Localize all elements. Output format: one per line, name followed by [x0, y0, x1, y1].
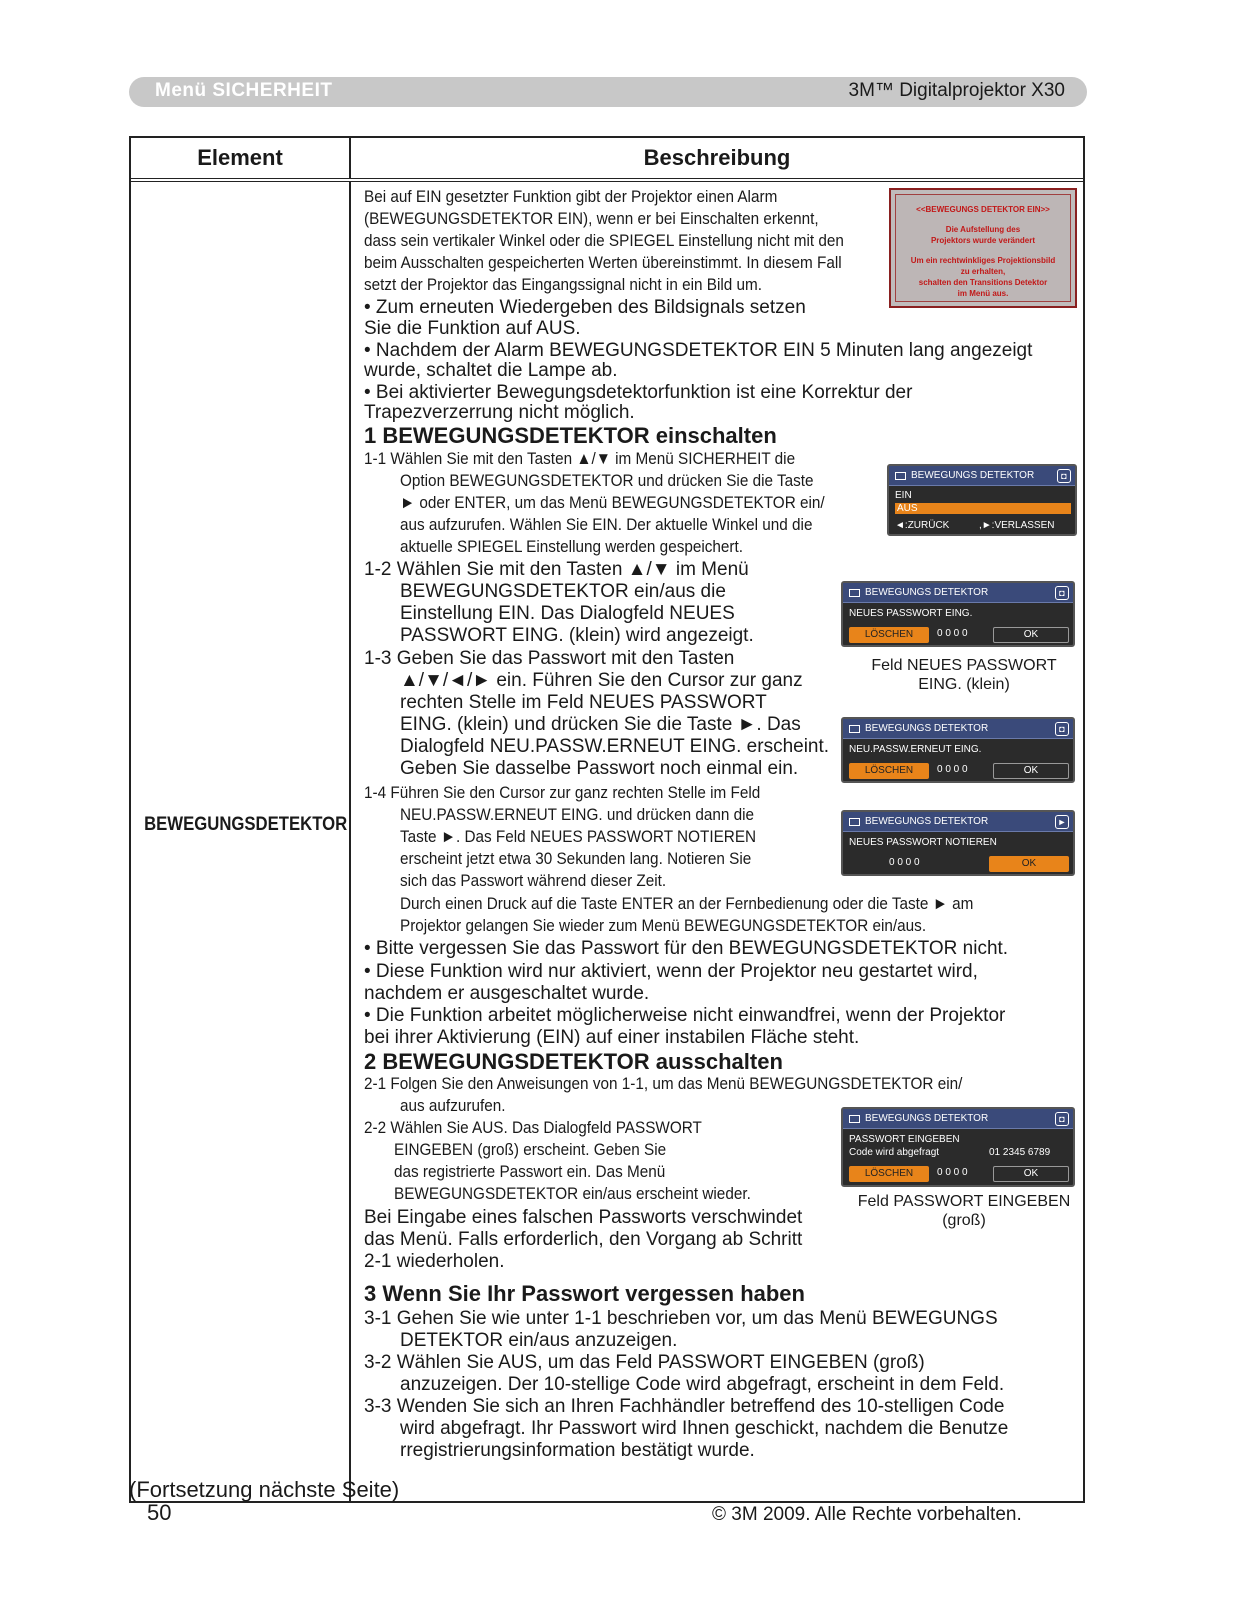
- step-line: DETEKTOR ein/aus anzuzeigen.: [400, 1330, 678, 1351]
- ok-button: OK: [993, 1166, 1069, 1182]
- close-icon: ◘: [1055, 586, 1069, 600]
- caption-line: Feld PASSWORT EINGEBEN: [857, 1193, 1071, 1210]
- bullet-line: • Zum erneuten Wiedergeben des Bildsignals setzen: [364, 297, 806, 318]
- bullet-line: • Bei aktivierter Bewegungsdetektorfunktion ist eine Korrektur der: [364, 382, 913, 403]
- intro-line: Bei auf EIN gesetzter Funktion gibt der Projektor einen Alarm: [364, 187, 778, 206]
- section-title: Menü SICHERHEIT: [155, 80, 333, 101]
- section-heading: 3 Wenn Sie Ihr Passwort vergessen haben: [364, 1281, 805, 1306]
- step-line: 1-1 Wählen Sie mit den Tasten ▲/▼ im Menü SICHERHEIT die: [364, 449, 796, 468]
- menu-icon: [895, 472, 906, 480]
- exit-text: VERLASSEN: [994, 520, 1055, 531]
- step-line: Dialogfeld NEU.PASSW.ERNEUT EING. erscheint.: [400, 736, 830, 757]
- alarm-text: schalten den Transitions Detektor: [918, 278, 1048, 287]
- enter-password-screen: [841, 1107, 1075, 1187]
- close-icon: ◘: [1055, 1112, 1069, 1126]
- bullet-line: • Bitte vergessen Sie das Passwort für den BEWEGUNGSDETEKTOR nicht.: [364, 938, 1009, 959]
- step-line: Durch einen Druck auf die Taste ENTER an der Fernbedienung oder die Taste ► am: [400, 894, 974, 913]
- dialog-label: NEUES PASSWORT NOTIEREN: [849, 837, 997, 848]
- step-line: 3-3 Wenden Sie sich an Ihren Fachhändler betreffend des 10-stelligen Code: [364, 1396, 1005, 1417]
- step-line: sich das Passwort während dieser Zeit.: [400, 871, 667, 890]
- menu-title: BEWEGUNGS DETEKTOR: [843, 1109, 1073, 1129]
- step-line: anzuzeigen. Der 10-stellige Code wird abgefragt, erscheint in dem Feld.: [400, 1374, 1005, 1395]
- digits: 0 0 0 0: [937, 628, 968, 639]
- step-line: Projektor gelangen Sie wieder zum Menü BEWEGUNGSDETEKTOR ein/aus.: [400, 916, 927, 935]
- ok-button: OK: [989, 856, 1069, 872]
- step-line: EINGEBEN (groß) erscheint. Geben Sie: [394, 1140, 667, 1159]
- code-label: Code wird abgefragt: [849, 1147, 940, 1158]
- step-line: NEU.PASSW.ERNEUT EING. und drücken dann die: [400, 805, 755, 824]
- option-off: AUS: [895, 503, 1071, 514]
- description-table: [129, 136, 1085, 1503]
- intro-line: dass sein vertikaler Winkel oder die SPIEGEL Einstellung nicht mit den: [364, 231, 844, 250]
- step-line: das Menü. Falls erforderlich, den Vorgang ab Schritt: [364, 1229, 803, 1250]
- step-line: 2-1 wiederholen.: [364, 1251, 505, 1272]
- note-password-screen: [841, 810, 1075, 876]
- menu-icon: [849, 818, 860, 826]
- step-line: das registrierte Passwort ein. Das Menü: [394, 1162, 666, 1181]
- step-line: Taste ►. Das Feld NEUES PASSWORT NOTIEREN: [400, 827, 757, 846]
- dialog-label: NEU.PASSW.ERNEUT EING.: [849, 744, 982, 755]
- element-name: BEWEGUNGSDETEKTOR: [144, 814, 348, 835]
- caption-line: (groß): [942, 1212, 986, 1229]
- alarm-screen-panel: [895, 194, 1071, 302]
- intro-line: (BEWEGUNGSDETEKTOR EIN), wenn er bei Einschalten erkennt,: [364, 209, 819, 228]
- bullet-line: bei ihrer Aktivierung (EIN) auf einer instabilen Fläche steht.: [364, 1027, 860, 1048]
- delete-button: LÖSCHEN: [849, 627, 929, 643]
- step-line: 3-2 Wählen Sie AUS, um das Feld PASSWORT EINGEBEN (groß): [364, 1352, 925, 1373]
- caption-line: Feld NEUES PASSWORT: [871, 657, 1057, 674]
- back-label: ◄:ZURÜCK: [895, 520, 950, 531]
- delete-button: LÖSCHEN: [849, 1166, 929, 1182]
- step-line: BEWEGUNGSDETEKTOR ein/aus erscheint wieder.: [394, 1184, 751, 1203]
- bullet-line: • Nachdem der Alarm BEWEGUNGSDETEKTOR EIN 5 Minuten lang angezeigt: [364, 340, 1033, 361]
- alarm-text: <<BEWEGUNGS DETEKTOR EIN>>: [916, 205, 1050, 214]
- step-line: aus aufzurufen. Wählen Sie EIN. Der aktuelle Winkel und die: [400, 515, 813, 534]
- alarm-text: zu erhalten,: [960, 267, 1006, 276]
- step-line: ▲/▼/◄/► ein. Führen Sie den Cursor zur ganz: [400, 670, 803, 691]
- dialog-label: NEUES PASSWORT EING.: [849, 608, 973, 619]
- header-bar: [129, 77, 1087, 107]
- product-title: 3M™ Digitalprojektor X30: [848, 80, 1065, 101]
- caption-line: EING. (klein): [918, 676, 1010, 693]
- close-icon: ►: [1055, 815, 1069, 829]
- step-line: 1-3 Geben Sie das Passwort mit den Tasten: [364, 648, 735, 669]
- column-divider: [349, 182, 351, 1501]
- step-line: EING. (klein) und drücken Sie die Taste ►. Das: [400, 714, 801, 735]
- menu-icon: [849, 725, 860, 733]
- close-icon: ◘: [1055, 722, 1069, 736]
- bullet-line: • Die Funktion arbeitet möglicherweise nicht einwandfrei, wenn der Projektor: [364, 1005, 1006, 1026]
- section-heading: 1 BEWEGUNGSDETEKTOR einschalten: [364, 423, 777, 448]
- alarm-text: im Menü aus.: [957, 289, 1009, 298]
- menu-title: BEWEGUNGS DETEKTOR: [843, 583, 1073, 603]
- menu-icon: [849, 589, 860, 597]
- copyright: © 3M 2009. Alle Rechte vorbehalten.: [712, 1504, 1022, 1525]
- menu-title: BEWEGUNGS DETEKTOR: [889, 466, 1075, 486]
- bullet-line: • Diese Funktion wird nur aktiviert, wenn der Projektor neu gestartet wird,: [364, 961, 978, 982]
- bullet-line: wurde, schaltet die Lampe ab.: [364, 360, 618, 381]
- step-line: Bei Eingabe eines falschen Passworts verschwindet: [364, 1207, 803, 1228]
- step-line: erscheint jetzt etwa 30 Sekunden lang. Notieren Sie: [400, 849, 752, 868]
- menu-title: BEWEGUNGS DETEKTOR: [843, 719, 1073, 739]
- alarm-screen: [889, 188, 1077, 308]
- alarm-text: Projektors wurde verändert: [930, 236, 1036, 245]
- step-line: Option BEWEGUNGSDETEKTOR und drücken Sie die Taste: [400, 471, 814, 490]
- continued-note: (Fortsetzung nächste Seite): [129, 1477, 400, 1502]
- bullet-line: nachdem er ausgeschaltet wurde.: [364, 983, 650, 1004]
- column-header-element: Element: [131, 138, 351, 178]
- step-line: 3-1 Gehen Sie wie unter 1-1 beschrieben vor, um das Menü BEWEGUNGS: [364, 1308, 998, 1329]
- intro-line: beim Ausschalten gespeicherten Werten übereinstimmt. In diesem Fall: [364, 253, 842, 272]
- step-line: PASSWORT EING. (klein) wird angezeigt.: [400, 625, 754, 646]
- step-line: aus aufzurufen.: [400, 1096, 506, 1115]
- step-line: Geben Sie dasselbe Passwort noch einmal ein.: [400, 758, 799, 779]
- ok-button: OK: [993, 627, 1069, 643]
- step-line: Einstellung EIN. Das Dialogfeld NEUES: [400, 603, 735, 624]
- menu-screen: [887, 464, 1077, 536]
- ok-button: OK: [993, 763, 1069, 779]
- delete-button: LÖSCHEN: [849, 763, 929, 779]
- table-header: [131, 138, 1083, 182]
- alarm-text: Um ein rechtwinkliges Projektionsbild: [910, 256, 1056, 265]
- new-password-screen: [841, 581, 1075, 647]
- reenter-password-screen: [841, 717, 1075, 783]
- digits: 0 0 0 0: [937, 1167, 968, 1178]
- step-line: aktuelle SPIEGEL Einstellung werden gespeichert.: [400, 537, 744, 556]
- option-on: EIN: [895, 490, 912, 501]
- dialog-label: PASSWORT EINGEBEN: [849, 1134, 960, 1145]
- step-line: ► oder ENTER, um das Menü BEWEGUNGSDETEKTOR ein/: [400, 493, 825, 512]
- close-icon: ◘: [1057, 469, 1071, 483]
- step-line: 2-1 Folgen Sie den Anweisungen von 1-1, um das Menü BEWEGUNGSDETEKTOR ein/: [364, 1074, 963, 1093]
- section-heading: 2 BEWEGUNGSDETEKTOR ausschalten: [364, 1049, 783, 1074]
- menu-title: BEWEGUNGS DETEKTOR: [843, 812, 1073, 832]
- caption: [849, 656, 1079, 694]
- alarm-text: Die Aufstellung des: [945, 225, 1021, 234]
- exit-label: ,►:VERLASSEN: [979, 520, 1055, 531]
- menu-icon: [849, 1115, 860, 1123]
- page-number: 50: [147, 1500, 172, 1525]
- step-line: 2-2 Wählen Sie AUS. Das Dialogfeld PASSWORT: [364, 1118, 702, 1137]
- bullet-line: Sie die Funktion auf AUS.: [364, 318, 581, 339]
- step-line: wird abgefragt. Ihr Passwort wird Ihnen geschickt, nachdem die Benutze: [400, 1418, 1009, 1439]
- digits: 0 0 0 0: [937, 764, 968, 775]
- caption: [846, 1192, 1082, 1230]
- step-line: 1-2 Wählen Sie mit den Tasten ▲/▼ im Menü: [364, 559, 749, 580]
- step-line: BEWEGUNGSDETEKTOR ein/aus die: [400, 581, 726, 602]
- step-line: rregistrierungsinformation bestätigt wurde.: [400, 1440, 755, 1461]
- step-line: 1-4 Führen Sie den Cursor zur ganz rechten Stelle im Feld: [364, 783, 761, 802]
- back-text: ZURÜCK: [907, 520, 950, 531]
- column-header-description: Beschreibung: [643, 145, 791, 170]
- bullet-line: Trapezverzerrung nicht möglich.: [364, 402, 635, 423]
- digits: 0 0 0 0: [889, 857, 920, 868]
- intro-line: setzt der Projektor das Eingangssignal nicht in ein Bild um.: [364, 275, 763, 294]
- step-line: rechten Stelle im Feld NEUES PASSWORT: [400, 692, 767, 713]
- code-value: 01 2345 6789: [989, 1147, 1051, 1158]
